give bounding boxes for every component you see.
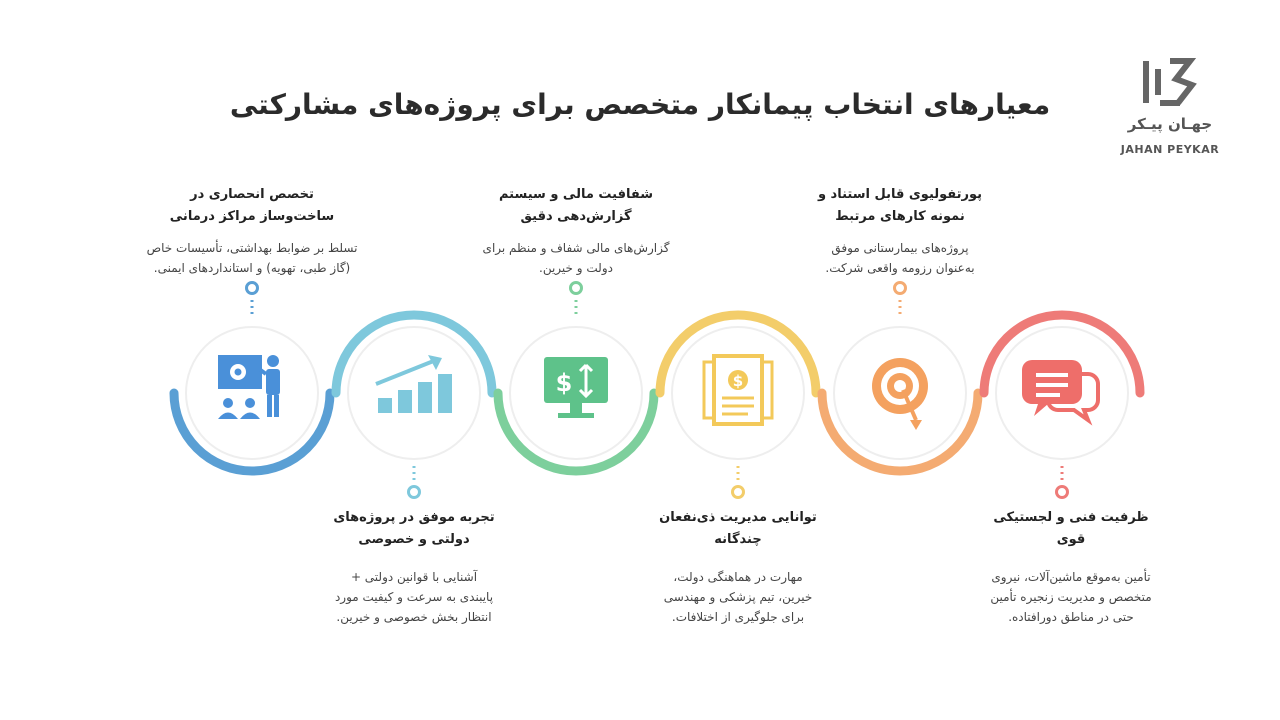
step-6-desc: تأمین به‌موقع ماشین‌آلات، نیروی متخصص و مدیریت زنجیره تأمین حتی در مناطق دورافتاده. xyxy=(990,570,1152,624)
step-1-text xyxy=(118,184,386,278)
step-4-node xyxy=(660,315,816,498)
step-2-text xyxy=(304,507,524,627)
step-1-node xyxy=(174,283,330,472)
step-6-node xyxy=(984,315,1140,498)
step-5-text xyxy=(790,184,1010,278)
step-1-title: تخصص انحصاری در ساخت‌وساز مراکز درمانی xyxy=(169,187,335,224)
step-3-desc: گزارش‌های مالی شفاف و منظم برای دولت و خیرین. xyxy=(482,241,670,275)
step-6-text xyxy=(966,507,1176,627)
step-2-title: تجربه موفق در پروژه‌های دولتی و خصوصی xyxy=(333,510,495,547)
step-3-title: شفافیت مالی و سیستم گزارش‌دهی دقیق xyxy=(498,187,654,224)
step-5-desc: پروژه‌های بیمارستانی موفق به‌عنوان رزومه واقعی شرکت. xyxy=(825,241,975,275)
step-2-node xyxy=(336,315,492,498)
step-4-desc: مهارت در هماهنگی دولت، خیرین، تیم پزشکی و مهندسی برای جلوگیری از اختلافات. xyxy=(663,570,813,624)
step-5-node xyxy=(822,283,978,472)
page-title: معیارهای انتخاب پیمانکار متخصص برای پروژه‌های مشارکتی xyxy=(229,88,1051,121)
step-1-desc: تسلط بر ضوابط بهداشتی، تأسیسات خاص (گاز طبی، تهویه) و استانداردهای ایمنی. xyxy=(146,241,358,275)
svg-text:$: $ xyxy=(555,369,573,397)
step-4-text xyxy=(636,507,840,627)
svg-text:$: $ xyxy=(732,372,744,390)
step-4-title: توانایی مدیریت ذی‌نفعان چندگانه xyxy=(659,510,817,547)
step-5-title: پورتفولیوی قابل استناد و نمونه کارهای مرتبط xyxy=(817,187,983,224)
step-2-desc: آشنایی با قوانین دولتی + پایبندی به سرعت و کیفیت مورد انتظار بخش خصوصی و خیرین. xyxy=(334,570,494,624)
step-3-text xyxy=(460,184,692,278)
logo-name-fa: جهـان پیـکر xyxy=(1127,115,1213,133)
step-6-title: ظرفیت فنی و لجستیکی قوی xyxy=(993,510,1149,547)
document-dollar-icon xyxy=(704,356,772,424)
step-3-node xyxy=(498,283,654,472)
logo-name-en: JAHAN PEYKAR xyxy=(1120,143,1220,156)
